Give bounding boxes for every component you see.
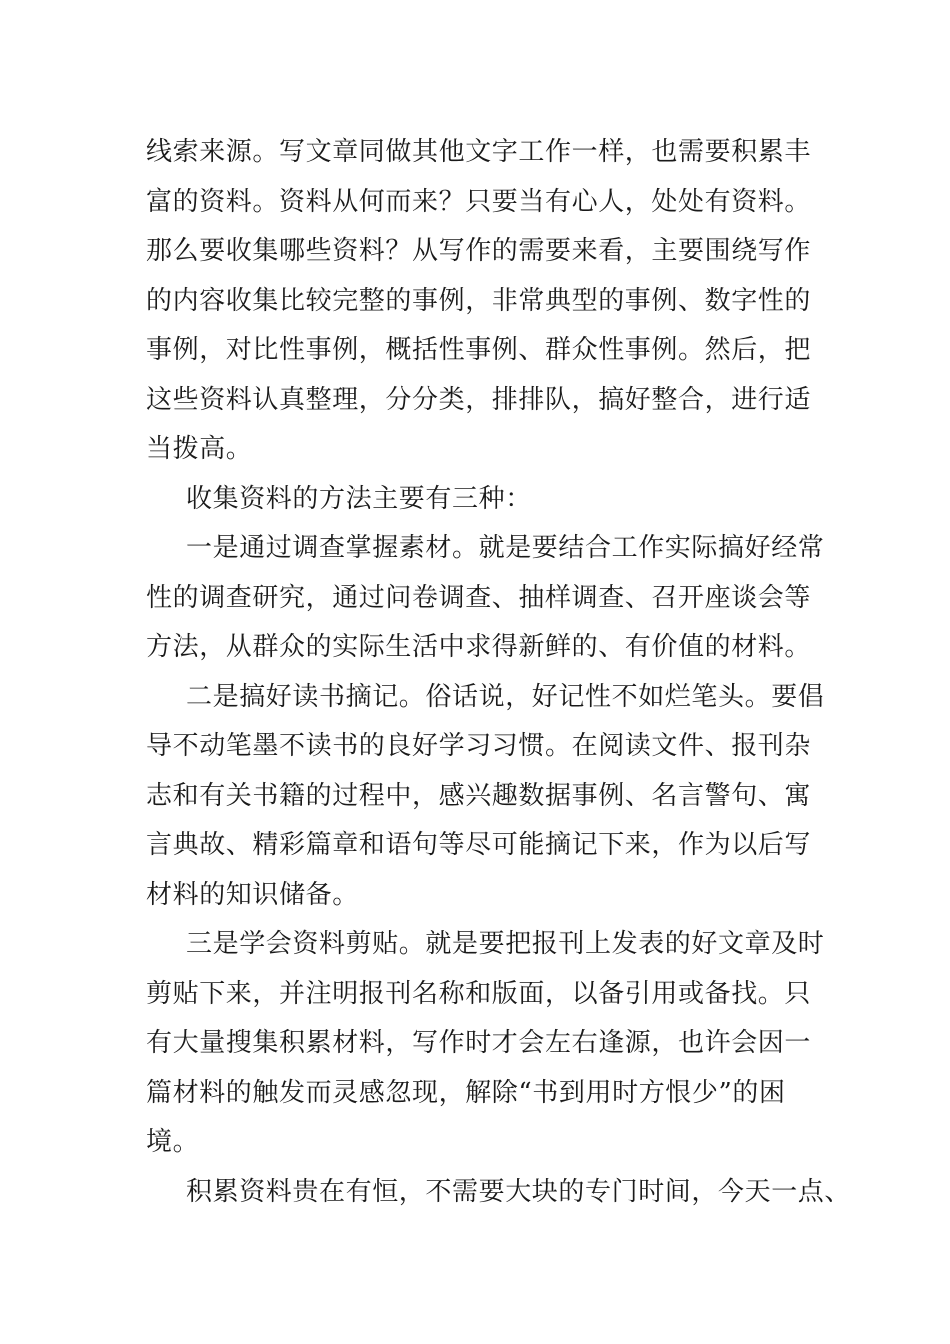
text-line: 方法，从群众的实际生活中求得新鲜的、有价值的材料。	[146, 632, 812, 662]
text-line: 三是学会资料剪贴。就是要把报刊上发表的好文章及时	[186, 929, 825, 959]
text-line: 二是搞好读书摘记。俗话说，好记性不如烂笔头。要倡	[186, 681, 825, 712]
text-line: 志和有关书籍的过程中，感兴趣数据事例、名言警句、寓	[146, 780, 812, 811]
text-line: 有大量搜集积累材料，写作时才会左右逢源，也许会因一	[146, 1028, 812, 1058]
text-line: 言典故、精彩篇章和语句等尽可能摘记下来，作为以后写	[146, 830, 812, 860]
text-line: 一是通过调查掌握素材。就是要结合工作实际搞好经常	[186, 533, 825, 563]
text-line: 事例，对比性事例，概括性事例、群众性事例。然后，把	[146, 335, 812, 365]
text-line: 线索来源。写文章同做其他文字工作一样，也需要积累丰	[146, 137, 812, 167]
text-line: 那么要收集哪些资料？从写作的需要来看，主要围绕写作	[146, 236, 812, 266]
text-line: 境。	[146, 1127, 200, 1157]
text-line: 剪贴下来，并注明报刊名称和版面，以备引用或备找。只	[146, 978, 812, 1009]
text-line: 导不动笔墨不读书的良好学习习惯。在阅读文件、报刊杂	[146, 731, 812, 761]
text-line: 富的资料。资料从何而来？只要当有心人，处处有资料。	[146, 186, 812, 217]
text-line: 性的调查研究，通过问卷调查、抽样调查、召开座谈会等	[146, 582, 812, 613]
text-line: 收集资料的方法主要有三种：	[186, 483, 532, 514]
text-line: 当拨高。	[146, 434, 253, 464]
text-line: 这些资料认真整理，分分类，排排队，搞好整合，进行适	[146, 384, 812, 415]
text-line: 积累资料贵在有恒，不需要大块的专门时间，今天一点、	[186, 1176, 852, 1207]
body-text	[146, 128, 852, 1217]
text-line: 材料的知识储备。	[146, 879, 359, 910]
text-line: 篇材料的触发而灵感忽现，解除“书到用时方恨少”的困	[146, 1077, 786, 1108]
text-line: 的内容收集比较完整的事例，非常典型的事例、数字性的	[146, 285, 812, 316]
